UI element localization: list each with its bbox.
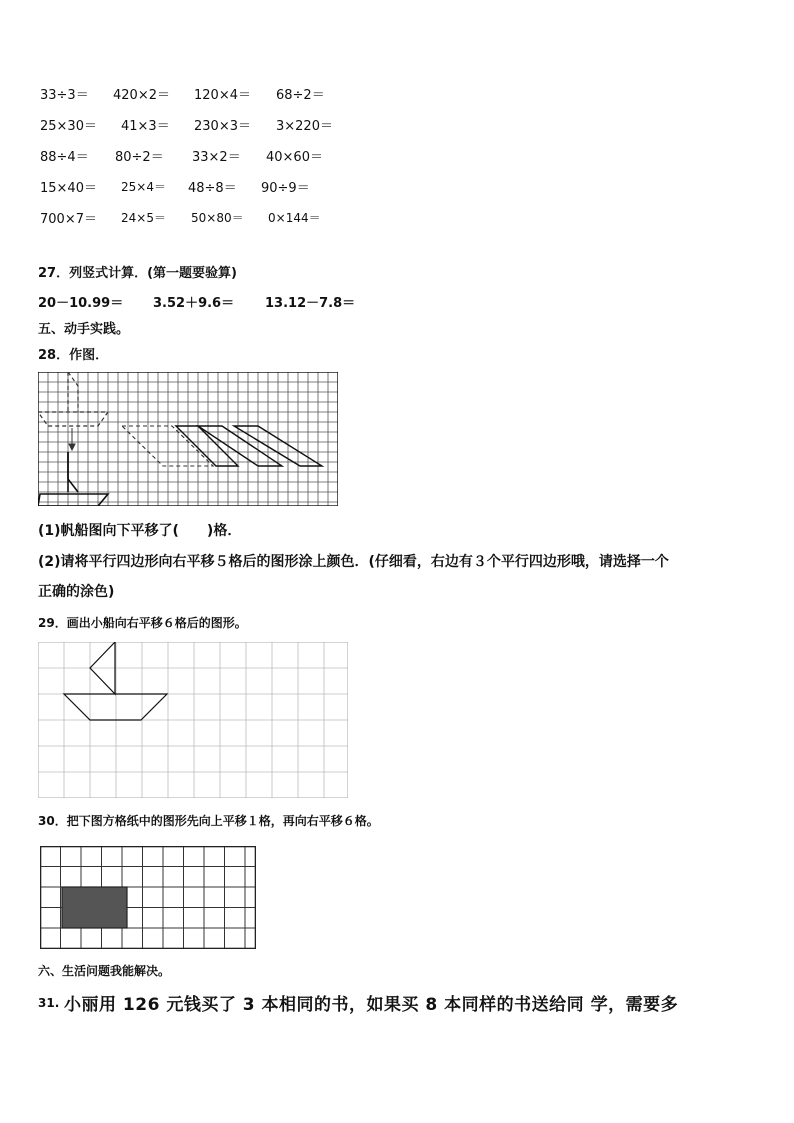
oral-item: 25×4＝ — [121, 180, 166, 194]
oral-item: 50×80＝ — [191, 211, 244, 225]
q29-grid-figure — [38, 642, 348, 798]
q28-sub1: (1)帆船图向下平移了( )格． — [38, 523, 242, 539]
oral-item: 700×7＝ — [40, 212, 97, 227]
oral-item: 40×60＝ — [266, 150, 323, 165]
q27-item: 13.12－7.8＝ — [265, 296, 356, 311]
q27-title: 27．列竖式计算．(第一题要验算) — [38, 266, 237, 281]
q31-number: 31. — [38, 996, 60, 1010]
oral-item: 230×3＝ — [194, 119, 251, 134]
oral-item: 68÷2＝ — [276, 88, 325, 103]
oral-item: 15×40＝ — [40, 181, 97, 196]
q30-grid-figure — [40, 846, 256, 949]
oral-item: 80÷2＝ — [115, 150, 164, 165]
oral-item: 0×144＝ — [268, 211, 321, 225]
q28-sub2-line1: (2)请将平行四边形向右平移５格后的图形涂上颜色．(仔细看，右边有３个平行四边形哦，请选择一个 — [38, 554, 669, 570]
oral-item: 41×3＝ — [121, 119, 170, 134]
oral-item: 33×2＝ — [192, 150, 241, 165]
oral-item: 420×2＝ — [113, 88, 170, 103]
oral-item: 48÷8＝ — [188, 181, 237, 196]
oral-item: 120×4＝ — [194, 88, 251, 103]
q28-sub2-line2: 正确的涂色) — [38, 584, 115, 600]
q31-text: 小丽用 126 元钱买了 3 本相同的书，如果买 8 本同样的书送给同 学，需要多 — [64, 995, 679, 1015]
section-six-heading: 六、生活问题我能解决。 — [38, 964, 171, 978]
oral-item: 25×30＝ — [40, 119, 97, 134]
oral-item: 88÷4＝ — [40, 150, 89, 165]
section-five-heading: 五、动手实践。 — [38, 322, 130, 337]
q28-title: 28．作图． — [38, 348, 109, 363]
q27-item: 20－10.99＝ — [38, 296, 124, 311]
q29-title: 29．画出小船向右平移６格后的图形。 — [38, 616, 247, 630]
oral-item: 3×220＝ — [276, 119, 333, 134]
q28-grid-figure — [38, 372, 338, 506]
oral-item: 90÷9＝ — [261, 181, 310, 196]
q30-title: 30．把下图方格纸中的图形先向上平移１格，再向右平移６格。 — [38, 814, 379, 828]
oral-item: 33÷3＝ — [40, 88, 89, 103]
oral-item: 24×5＝ — [121, 211, 166, 225]
q27-item: 3.52＋9.6＝ — [153, 296, 235, 311]
